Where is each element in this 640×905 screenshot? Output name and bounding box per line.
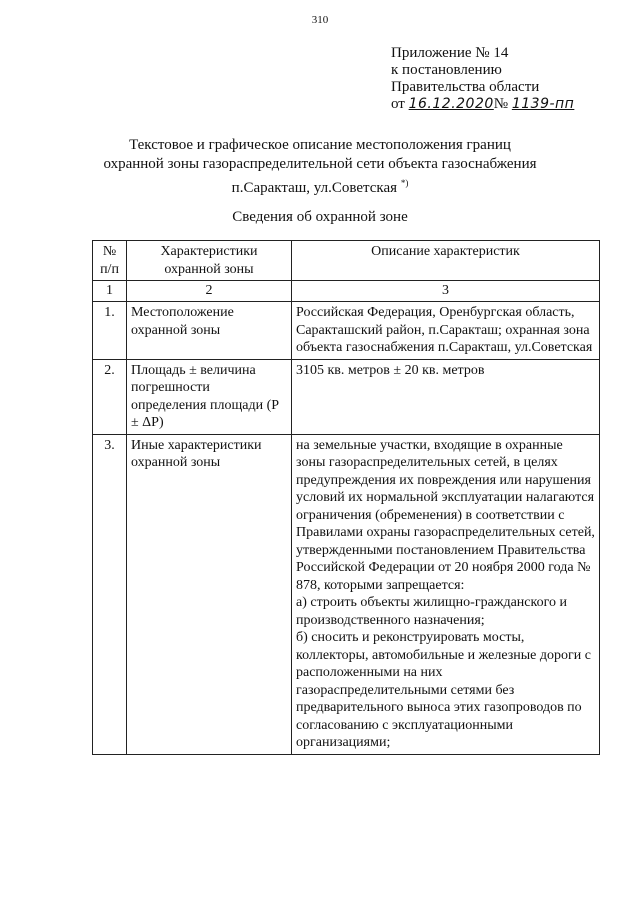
row-num: 1. xyxy=(93,302,127,360)
table-row xyxy=(93,434,600,754)
table-row xyxy=(93,359,600,434)
row-characteristic: Иные характеристики охранной зоны xyxy=(127,434,292,754)
title-line-3 xyxy=(0,174,640,198)
header-characteristic: Характеристики охранной зоны xyxy=(127,241,292,281)
handwritten-number: 1139-пп xyxy=(511,96,575,112)
appendix-block xyxy=(391,45,574,113)
table-header-row xyxy=(93,241,600,281)
column-index: 3 xyxy=(292,281,600,302)
page-number: 310 xyxy=(311,14,329,26)
section-title: Сведения об охранной зоне xyxy=(232,209,408,225)
header-description: Описание характеристик xyxy=(292,241,600,281)
row-description: 3105 кв. метров ± 20 кв. метров xyxy=(292,359,600,434)
row-characteristic: Местоположение охранной зоны xyxy=(127,302,292,360)
column-index: 1 xyxy=(93,281,127,302)
footnote-mark: *) xyxy=(400,178,409,188)
from-label: от xyxy=(391,96,405,112)
protection-zone-table xyxy=(92,240,600,755)
appendix-date-line xyxy=(391,96,574,113)
restriction-item-b: б) сносить и реконструировать мосты, коллекторы, автомобильные и железные дороги с расположенными на них газораспределительными сетями без предварительного выноса этих газопроводов по согласованию с эксплуатационными организациями; xyxy=(296,630,591,750)
row-description: Российская Федерация, Оренбургская область, Саракташский район, п.Саракташ; охранная зона объекта газоснабжения п.Саракташ, ул.Советская xyxy=(292,302,600,360)
row-description xyxy=(292,434,600,754)
header-num: № п/п xyxy=(93,241,127,281)
row-num: 3. xyxy=(93,434,127,754)
title-line-1: Текстовое и графическое описание местоположения границ xyxy=(129,137,511,153)
handwritten-date: 16.12.2020 xyxy=(408,96,494,112)
row-characteristic: Площадь ± величина погрешности определения площади (P ± ΔP) xyxy=(127,359,292,434)
column-index-row xyxy=(93,281,600,302)
appendix-line-2: к постановлению xyxy=(391,62,502,78)
title-line-2: охранной зоны газораспределительной сети объекта газоснабжения xyxy=(103,156,537,172)
restriction-item-a: а) строить объекты жилищно-гражданского и производственного назначения; xyxy=(296,595,567,628)
title-line-3-text: п.Саракташ, ул.Советская xyxy=(231,180,398,196)
column-index: 2 xyxy=(127,281,292,302)
number-sign: № xyxy=(493,96,509,112)
row-num: 2. xyxy=(93,359,127,434)
appendix-line-3: Правительства области xyxy=(391,79,540,95)
restrictions-intro: на земельные участки, входящие в охранные зоны газораспределительных сетей, в целях предупреждения их повреждения или нарушения условий их нормальной эксплуатации налагаются ограничения (обременения) в соответствии с Правилами охраны газораспределительных сетей, утвержденными постановлением Правительства Российской Федерации от 20 ноября 2000 года № 878, которыми запрещается: xyxy=(296,437,595,593)
appendix-line-1: Приложение № 14 xyxy=(391,45,509,61)
document-title xyxy=(0,136,640,198)
table-row xyxy=(93,302,600,360)
